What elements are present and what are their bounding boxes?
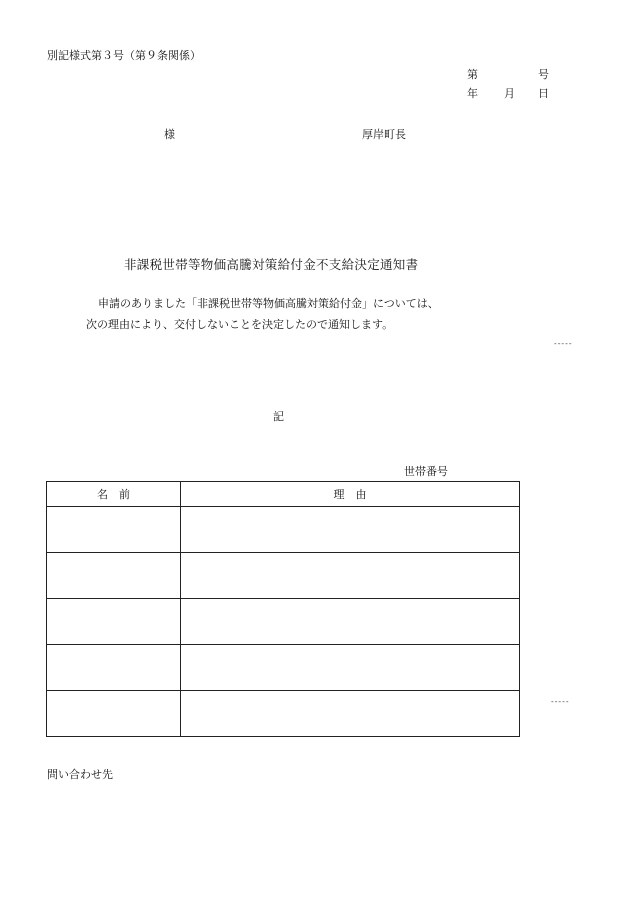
addressee-honorific: 様: [164, 128, 175, 141]
body-text-line-2: 次の理由により、交付しないことを決定したので通知します。: [86, 318, 394, 331]
household-number-label: 世帯番号: [404, 465, 448, 478]
margin-mark-top: -----: [554, 339, 573, 348]
name-cell: [47, 553, 181, 599]
table-row: [47, 645, 520, 691]
reason-column-header: 理 由: [181, 482, 520, 507]
reason-cell: [181, 507, 520, 553]
name-cell: [47, 691, 181, 737]
name-cell: [47, 599, 181, 645]
reason-cell: [181, 645, 520, 691]
date-day-label: 日: [538, 87, 549, 100]
date-year-label: 年: [467, 87, 478, 100]
table-row: [47, 599, 520, 645]
name-cell: [47, 507, 181, 553]
issuer-name: 厚岸町長: [362, 128, 406, 141]
margin-mark-bottom: -----: [551, 697, 570, 706]
reason-cell: [181, 553, 520, 599]
name-cell: [47, 645, 181, 691]
reason-table: [46, 481, 520, 737]
name-column-header: 名 前: [47, 482, 181, 507]
reason-cell: [181, 599, 520, 645]
table-header-row: [47, 482, 520, 507]
document-number-prefix: 第: [467, 68, 478, 81]
reason-cell: [181, 691, 520, 737]
body-text-line-1: 申請のありました「非課税世帯等物価高騰対策給付金」については、: [98, 297, 439, 310]
document-number-suffix: 号: [538, 68, 549, 81]
form-label: 別記様式第３号（第９条関係）: [47, 49, 201, 62]
record-heading: 記: [273, 410, 284, 423]
table-row: [47, 507, 520, 553]
table-row: [47, 553, 520, 599]
contact-label: 問い合わせ先: [47, 768, 113, 781]
table-row: [47, 691, 520, 737]
document-title: 非課税世帯等物価高騰対策給付金不支給決定通知書: [124, 257, 419, 272]
date-month-label: 月: [504, 87, 515, 100]
